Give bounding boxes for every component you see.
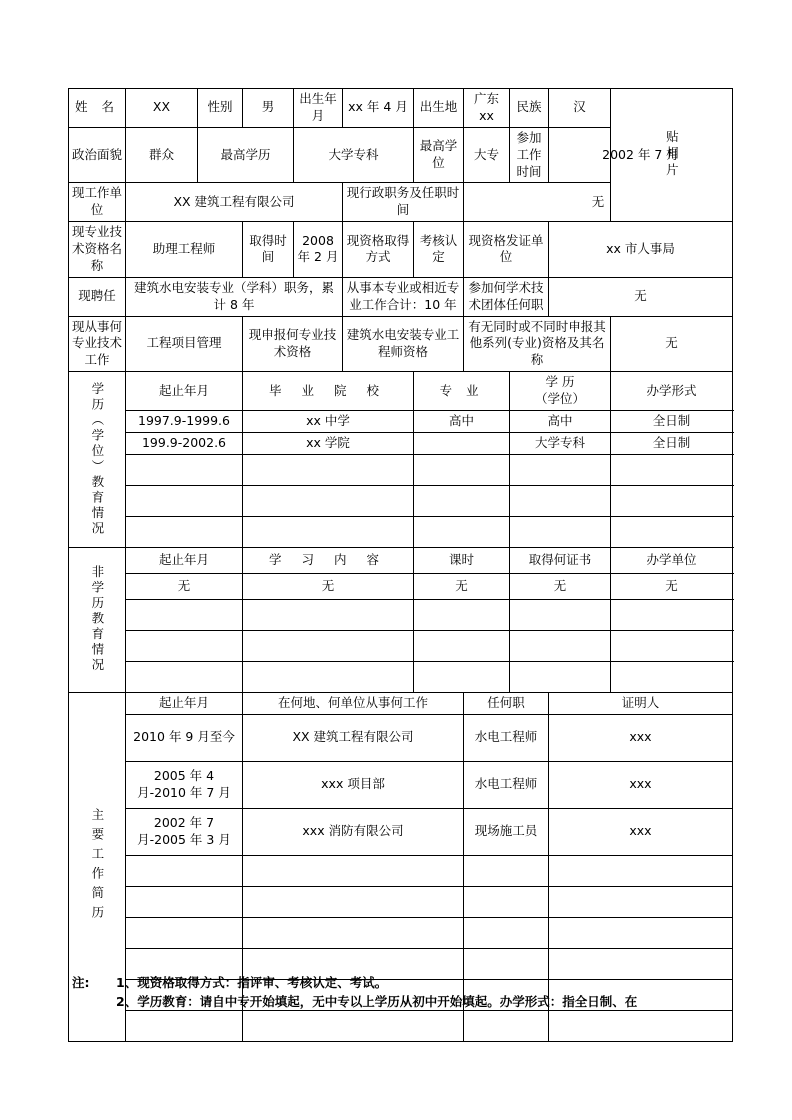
nondegree-cert <box>510 661 611 692</box>
resume-form-table <box>68 88 733 1042</box>
experience-period <box>126 855 243 886</box>
experience-period: 2010 年 9 月至今 <box>126 714 243 761</box>
nondegree-hours <box>414 661 510 692</box>
education-major <box>414 454 510 485</box>
footer-note-line-2 <box>72 992 772 1011</box>
nondegree-row-empty <box>69 599 733 630</box>
experience-row <box>69 808 733 855</box>
education-major: 高中 <box>414 410 510 432</box>
education-degree <box>510 516 611 547</box>
nondegree-header-row <box>69 547 733 573</box>
years-in-field-label: 从事本专业或相近专业工作合计：10 年 <box>343 277 464 316</box>
experience-row-empty <box>69 1010 733 1041</box>
nondegree-section-label: 非学历教育情况 <box>89 565 105 674</box>
experience-row-empty <box>69 886 733 917</box>
admin-post-label: 现行政职务及任职时间 <box>343 183 464 222</box>
issuer-value: xx 市人事局 <box>549 222 733 278</box>
employer-value: XX 建筑工程有限公司 <box>126 183 343 222</box>
gender-value: 男 <box>243 89 294 128</box>
experience-post <box>464 1010 549 1041</box>
education-form: 全日制 <box>611 432 733 454</box>
nondegree-content <box>243 630 414 661</box>
nondegree-header-cert: 取得何证书 <box>510 547 611 573</box>
nondegree-period <box>126 630 243 661</box>
education-header-degree <box>510 372 611 411</box>
education-period: 199.9-2002.6 <box>126 432 243 454</box>
nondegree-cert <box>510 630 611 661</box>
education-major <box>414 516 510 547</box>
academic-group-value: 无 <box>549 277 733 316</box>
nondegree-cert: 无 <box>510 573 611 599</box>
education-row <box>69 410 733 432</box>
obtain-method-label: 现资格取得方式 <box>343 222 414 278</box>
nondegree-hours <box>414 630 510 661</box>
appointment-value: 建筑水电安装专业（学科）职务，累计 8 年 <box>126 277 343 316</box>
experience-post <box>464 886 549 917</box>
experience-post: 现场施工员 <box>464 808 549 855</box>
education-school: xx 中学 <box>243 410 414 432</box>
current-work-label: 现从事何专业技术工作 <box>69 316 126 372</box>
other-apply-label: 有无同时或不同时申报其他系列(专业)资格及其名称 <box>464 316 611 372</box>
current-work-value: 工程项目管理 <box>126 316 243 372</box>
nondegree-content <box>243 599 414 630</box>
issuer-label: 现资格发证单位 <box>464 222 549 278</box>
obtain-time-label: 取得时间 <box>243 222 294 278</box>
experience-desc <box>243 1010 464 1041</box>
footer-note-item-1: 1、现资格取得方式：指评审、考核认定、考试。 <box>116 975 388 990</box>
experience-witness <box>549 855 733 886</box>
nondegree-header-hours: 课时 <box>414 547 510 573</box>
experience-witness: xxx <box>549 808 733 855</box>
education-degree <box>510 454 611 485</box>
nondegree-content: 无 <box>243 573 414 599</box>
education-row-empty <box>69 516 733 547</box>
other-apply-value: 无 <box>611 316 733 372</box>
footer-notes <box>72 973 772 1012</box>
table-row-basic-3 <box>69 183 733 222</box>
experience-period: 2002 年 7 月-2005 年 3 月 <box>126 808 243 855</box>
education-school <box>243 454 414 485</box>
highest-degree-label: 最高学位 <box>414 127 464 183</box>
academic-group-label: 参加何学术技术团体任何职 <box>464 277 549 316</box>
education-header-period: 起止年月 <box>126 372 243 411</box>
current-title-label: 现专业技术资格名称 <box>69 222 126 278</box>
table-row-basic-2 <box>69 127 733 183</box>
nondegree-row-empty <box>69 661 733 692</box>
nondegree-period <box>126 599 243 630</box>
political-label: 政治面貌 <box>69 127 126 183</box>
political-value: 群众 <box>126 127 198 183</box>
experience-post <box>464 855 549 886</box>
highest-degree-value: 大专 <box>464 127 510 183</box>
education-period <box>126 485 243 516</box>
nondegree-row-empty <box>69 630 733 661</box>
experience-desc <box>243 917 464 948</box>
experience-header-row <box>69 692 733 714</box>
education-header-school: 毕 业 院 校 <box>243 372 414 411</box>
experience-post <box>464 917 549 948</box>
experience-period <box>126 917 243 948</box>
education-header-degree-line2: （学位） <box>534 391 585 406</box>
experience-witness <box>549 917 733 948</box>
experience-desc <box>243 886 464 917</box>
table-row-qualification-2 <box>69 277 733 316</box>
employer-label: 现工作单位 <box>69 183 126 222</box>
table-row-basic-1 <box>69 89 733 128</box>
education-major <box>414 432 510 454</box>
ethnic-label: 民族 <box>510 89 549 128</box>
education-period <box>126 454 243 485</box>
education-major <box>414 485 510 516</box>
experience-desc: xxx 消防有限公司 <box>243 808 464 855</box>
admin-post-value: 无 <box>464 183 733 222</box>
nondegree-section-label-cell <box>69 547 126 692</box>
experience-period: 2005 年 4 月-2010 年 7 月 <box>126 761 243 808</box>
education-section-label-cell <box>69 372 126 548</box>
footer-note-item-2: 2、学历教育：请自中专开始填起，无中专以上学历从初中开始填起。办学形式：指全日制、在 <box>116 994 638 1010</box>
education-header-row <box>69 372 733 411</box>
nondegree-hours <box>414 599 510 630</box>
nondegree-org: 无 <box>611 573 733 599</box>
nondegree-header-org: 办学单位 <box>611 547 733 573</box>
education-row <box>69 432 733 454</box>
experience-witness: xxx <box>549 714 733 761</box>
education-header-degree-line1: 学 历 <box>545 374 575 390</box>
experience-period <box>126 886 243 917</box>
experience-header-period: 起止年月 <box>126 692 243 714</box>
nondegree-hours: 无 <box>414 573 510 599</box>
education-period: 1997.9-1999.6 <box>126 410 243 432</box>
experience-witness: xxx <box>549 761 733 808</box>
photo-placeholder-label: 贴相片 <box>664 130 680 180</box>
obtain-time-value: 2008 年 2 月 <box>294 222 343 278</box>
education-form: 全日制 <box>611 410 733 432</box>
birth-label: 出生年月 <box>294 89 343 128</box>
obtain-method-value: 考核认定 <box>414 222 464 278</box>
experience-header-post: 任何职 <box>464 692 549 714</box>
education-section-label: 学历（学位）教育情况 <box>89 381 105 537</box>
nondegree-org <box>611 661 733 692</box>
nondegree-period <box>126 661 243 692</box>
experience-header-desc: 在何地、何单位从事何工作 <box>243 692 464 714</box>
experience-post: 水电工程师 <box>464 714 549 761</box>
name-label: 姓 名 <box>69 89 126 128</box>
nondegree-header-period: 起止年月 <box>126 547 243 573</box>
nondegree-row <box>69 573 733 599</box>
highest-edu-label: 最高学历 <box>198 127 294 183</box>
education-period <box>126 516 243 547</box>
experience-witness <box>549 1010 733 1041</box>
nondegree-cert <box>510 599 611 630</box>
birthplace-value: 广东xx <box>464 89 510 128</box>
nondegree-content <box>243 661 414 692</box>
current-title-value: 助理工程师 <box>126 222 243 278</box>
experience-desc <box>243 855 464 886</box>
birth-value: xx 年 4 月 <box>343 89 414 128</box>
education-school <box>243 485 414 516</box>
education-header-major: 专 业 <box>414 372 510 411</box>
apply-title-label: 现申报何专业技术资格 <box>243 316 343 372</box>
experience-desc: xxx 项目部 <box>243 761 464 808</box>
appointment-label: 现聘任 <box>69 277 126 316</box>
education-form <box>611 485 733 516</box>
education-row-empty <box>69 485 733 516</box>
nondegree-period: 无 <box>126 573 243 599</box>
education-degree <box>510 485 611 516</box>
education-header-form: 办学形式 <box>611 372 733 411</box>
education-row-empty <box>69 454 733 485</box>
education-degree: 高中 <box>510 410 611 432</box>
education-degree: 大学专科 <box>510 432 611 454</box>
experience-desc: XX 建筑工程有限公司 <box>243 714 464 761</box>
experience-witness <box>549 886 733 917</box>
education-school <box>243 516 414 547</box>
experience-period <box>126 1010 243 1041</box>
nondegree-org <box>611 599 733 630</box>
highest-edu-value: 大学专科 <box>294 127 414 183</box>
footer-notes-label: 注: <box>72 975 90 990</box>
name-value: XX <box>126 89 198 128</box>
table-row-qualification-3 <box>69 316 733 372</box>
ethnic-value: 汉 <box>549 89 611 128</box>
experience-row-empty <box>69 855 733 886</box>
work-start-value: 2002 年 7 月 <box>549 127 733 183</box>
table-row-qualification-1 <box>69 222 733 278</box>
education-form <box>611 454 733 485</box>
experience-post: 水电工程师 <box>464 761 549 808</box>
birthplace-label: 出生地 <box>414 89 464 128</box>
apply-title-value: 建筑水电安装专业工程师资格 <box>343 316 464 372</box>
experience-row-empty <box>69 917 733 948</box>
footer-note-line-1 <box>72 973 772 992</box>
experience-section-label: 主要工作简历 <box>89 808 105 926</box>
experience-row <box>69 761 733 808</box>
experience-row <box>69 714 733 761</box>
nondegree-header-content: 学 习 内 容 <box>243 547 414 573</box>
experience-header-witness: 证明人 <box>549 692 733 714</box>
nondegree-org <box>611 630 733 661</box>
gender-label: 性别 <box>198 89 243 128</box>
education-form <box>611 516 733 547</box>
work-start-label: 参加工作时间 <box>510 127 549 183</box>
education-school: xx 学院 <box>243 432 414 454</box>
